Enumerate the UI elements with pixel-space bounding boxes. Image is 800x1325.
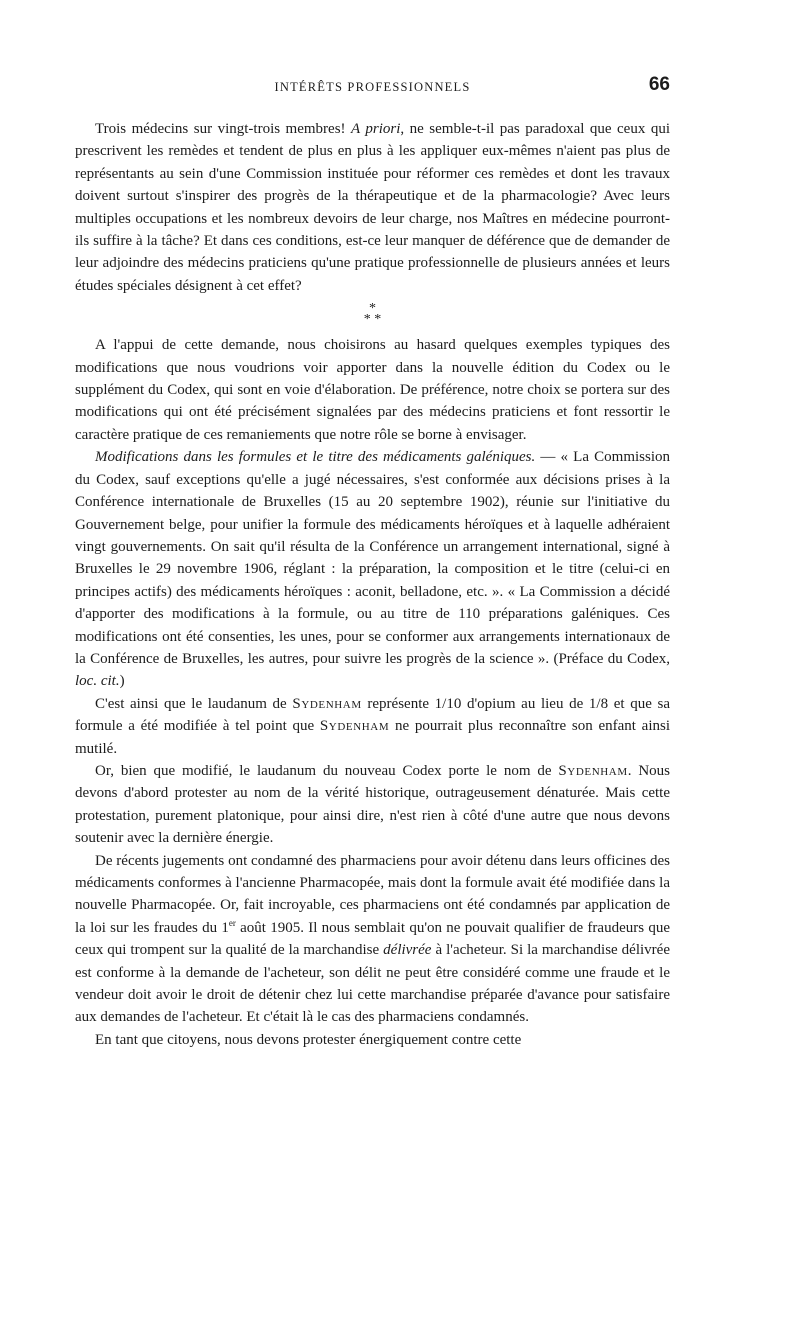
text-run: Or, bien que modifié, le laudanum du nouveau Codex porte le nom de [95, 762, 559, 779]
paragraph-laudanum [75, 693, 670, 760]
paragraph-judgements [75, 850, 670, 1029]
text-run: — « La Commission du Codex, sauf exceptions qu'elle a jugé nécessaires, s'est conformée aux décisions prises à la Conférence internationale de Bruxelles (15 au 20 septembre 1902), réunie sur l'initiative du Gouvernement belge, pour unifier la formule des médicaments héroïques et à laquelle adhéraient vingt gouvernements. On sait qu'il résulta de la Conférence un arrangement international, signé à Bruxelles le 29 novembre 1906, réglant : la préparation, la composition et le titre (celui-ci en principes actifs) des médicaments héroïques : aconit, belladone, etc. ». « La Commission a décidé d'apporter des modifications à la formule, ou au titre de 110 préparations galéniques. Ces modifications ont été consenties, les unes, pour se conformer aux arrangements internationaux de la Conférence de Bruxelles, les autres, pour suivre les progrès de la science ». (Préface du Codex, [75, 449, 670, 667]
italic-text: délivrée [383, 942, 432, 959]
paragraph-examples [75, 334, 670, 446]
running-title: INTÉRÊTS PROFESSIONNELS [274, 80, 471, 94]
superscript: er [228, 917, 236, 928]
body-text [75, 118, 670, 1051]
text-run: En tant que citoyens, nous devons protester énergiquement contre cette [95, 1031, 522, 1048]
small-caps-name: Sydenham [292, 695, 362, 712]
paragraph-commission [75, 118, 670, 297]
paragraph-protest [75, 760, 670, 850]
italic-text: loc. cit. [75, 673, 120, 690]
text-run: ) [119, 673, 125, 690]
text-run: De récents jugements ont condamné des pharmaciens pour avoir détenu dans leurs officines des médicaments conformes à l'ancienne Pharmacopée, mais dont la formule avait été modifiée dans la nouvelle Pharmacopée. Or, fait incroyable, ces pharmaciens ont été condamnés par application de la loi sur les fraudes du 1 [75, 852, 670, 936]
text-run: ne pourrait plus reconnaître son enfant ainsi mutilé. [75, 718, 670, 757]
asterism-bottom: * * [363, 312, 382, 328]
small-caps-name: Sydenham [319, 718, 390, 735]
text-run: Trois médecins sur vingt-trois membres! [95, 121, 352, 137]
paragraph-citizens [75, 1029, 670, 1051]
page-number: 66 [648, 74, 670, 95]
asterism-separator [75, 303, 670, 329]
small-caps-name: Sydenham [558, 762, 628, 779]
text-run: représente 1/10 d'opium au lieu de 1/8 et que sa formule a été modifiée à tel point que [75, 695, 670, 735]
text-run: A l'appui de cette demande, nous choisirons au hasard quelques exemples typiques des modifications que nous voudrions voir apporter dans la nouvelle édition du Codex ou le supplément du Codex, qui sont en voie d'élaboration. De préférence, notre choix se portera sur des modifications qui ont été précisément signalées par des médecins praticiens et font ressortir le caractère pratique de ces remaniements que notre rôle se borne à envisager. [75, 337, 670, 443]
text-run: août 1905. Il nous semblait qu'on ne pouvait qualifier de fraudeurs que ceux qui trompent sur la qualité de la marchandise [75, 919, 670, 959]
text-run: à l'acheteur. Si la marchandise délivrée est conforme à la demande de l'acheteur, son délit ne peut être considéré comme une fraude et le vendeur doit avoir le droit de détenir chez lui cette marchandise préparée d'avance pour satisfaire aux demandes de l'acheteur. Et c'était là le cas des pharmaciens condamnés. [75, 942, 670, 1026]
text-run: C'est ainsi que le laudanum de [95, 695, 293, 712]
italic-text: A priori [351, 121, 401, 137]
page-header [75, 72, 670, 98]
text-run: , ne semble-t-il pas paradoxal que ceux qui prescrivent les remèdes et tendent de plus en plus à les appliquer eux-mêmes n'aient pas plus de représentants au sein d'une Commission instituée pour réformer ces remèdes et dont les travaux doivent surtout s'inspirer des progrès de la thérapeutique et de la pharmacologie? Avec leurs multiples occupations et les nombreux devoirs de leur charge, nos Maîtres en médecine pourront-ils suffire à la tâche? Et dans ces conditions, est-ce leur manquer de déférence que de demander de leur adjoindre des médecins praticiens qu'une pratique professionnelle de plusieurs années et leurs études spéciales désignent à cet effet? [75, 121, 670, 294]
text-run: . Nous devons d'abord protester au nom de la vérité historique, outrageusement dénaturée. Mais cette protestation, purement platonique, pour ainsi dire, n'est rien à côté d'une autre que nous devons soutenir avec la dernière énergie. [75, 762, 671, 847]
book-page [75, 72, 670, 1051]
paragraph-modifications [75, 446, 670, 692]
section-heading-italic: Modifications dans les formules et le titre des médicaments galéniques. [95, 449, 536, 466]
asterism-top: * [369, 301, 376, 317]
